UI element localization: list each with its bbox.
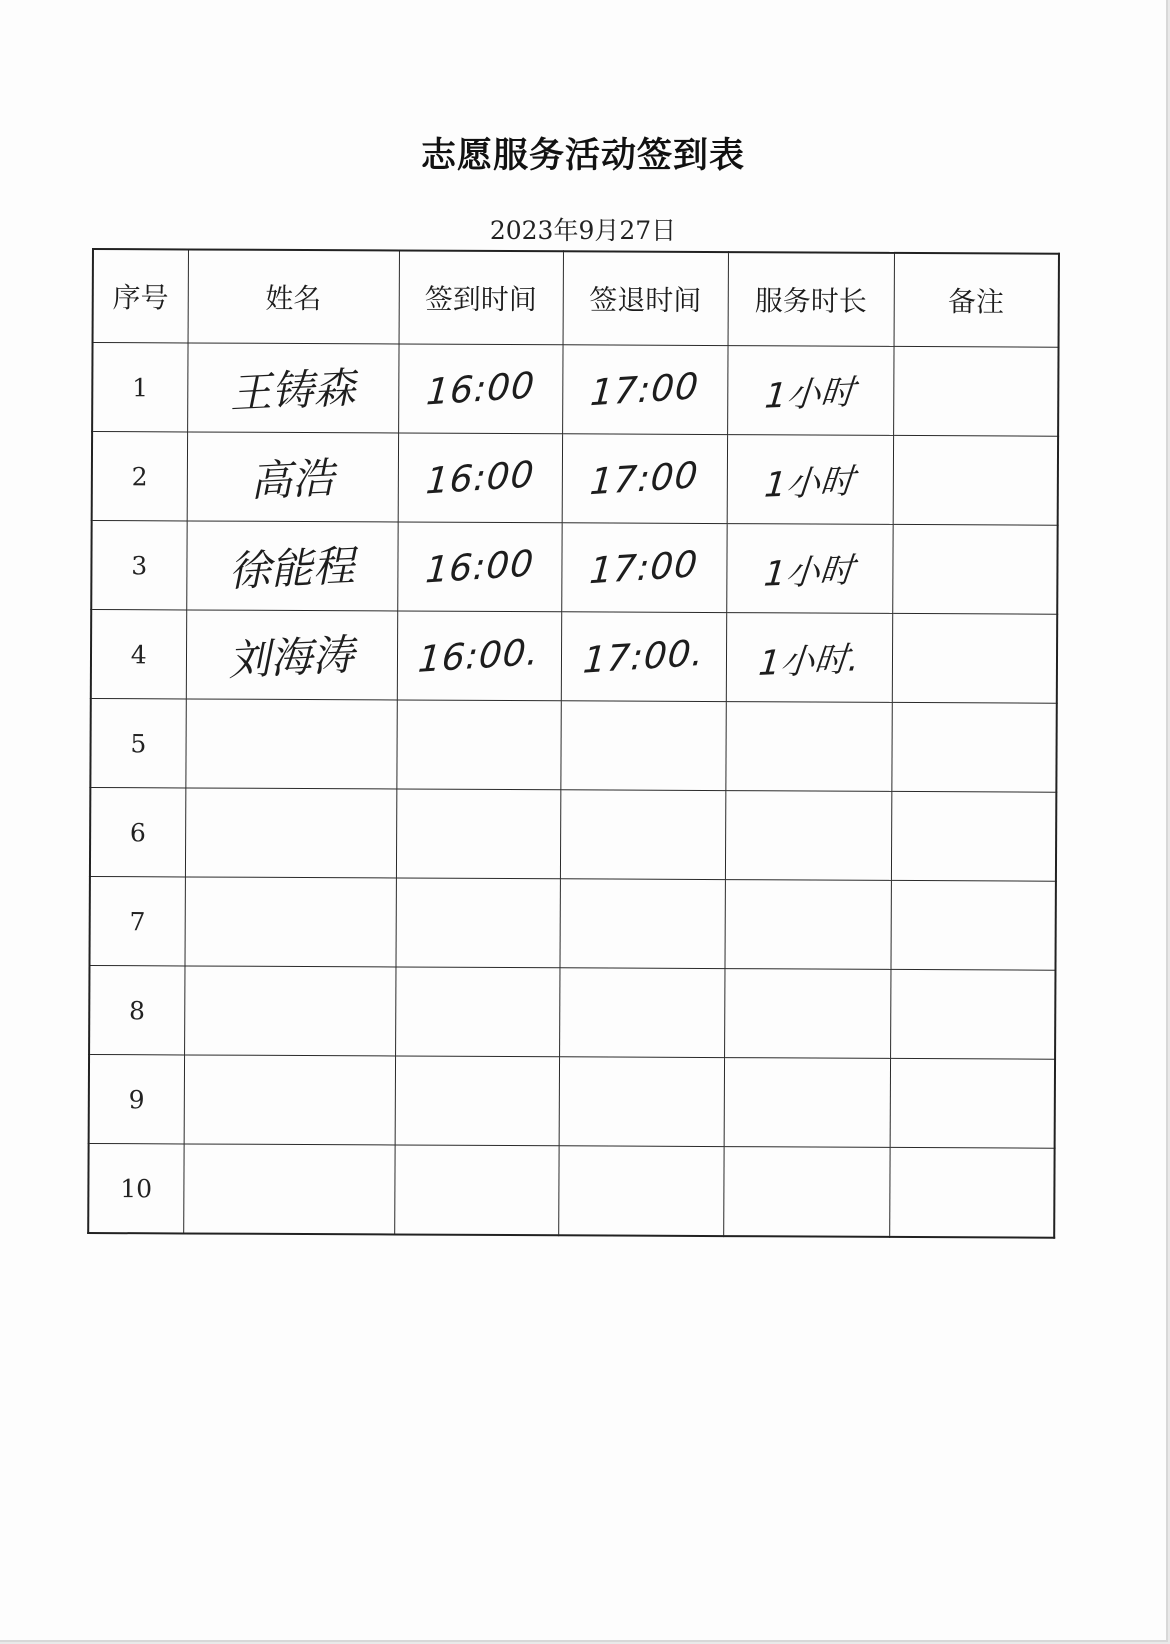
cell-name <box>184 1055 395 1145</box>
cell-sign-in <box>395 878 559 968</box>
cell-index: 10 <box>88 1143 183 1233</box>
cell-sign-in <box>398 344 562 434</box>
cell-name <box>185 699 396 789</box>
cell-sign-in <box>395 967 559 1057</box>
handwritten-duration: 1小时 <box>763 371 857 417</box>
cell-name <box>186 610 397 700</box>
table-row <box>91 521 1057 615</box>
handwritten-sign-out: 17:00. <box>581 632 706 682</box>
table-row <box>91 610 1057 704</box>
cell-remark <box>891 791 1056 881</box>
cell-duration <box>726 613 892 703</box>
cell-sign-in <box>396 789 560 879</box>
cell-index: 9 <box>89 1054 184 1143</box>
cell-remark <box>890 969 1055 1059</box>
cell-sign-out <box>562 345 727 435</box>
cell-duration <box>725 791 891 881</box>
header-remark: 备注 <box>894 253 1059 347</box>
cell-name <box>187 343 398 433</box>
handwritten-name: 高浩 <box>249 453 336 506</box>
cell-index: 3 <box>91 521 186 610</box>
handwritten-sign-out: 17:00 <box>588 543 700 592</box>
cell-index: 6 <box>90 787 185 876</box>
cell-index: 4 <box>91 610 186 699</box>
document-title: 志愿服务活动签到表 <box>420 136 745 176</box>
cell-duration <box>727 346 893 436</box>
cell-duration <box>726 524 892 614</box>
cell-remark <box>890 1058 1055 1148</box>
cell-duration <box>724 880 890 970</box>
table-header-row <box>93 249 1059 347</box>
cell-duration <box>724 1058 890 1148</box>
cell-sign-out <box>561 523 726 613</box>
cell-sign-out <box>559 968 724 1058</box>
table-row <box>89 965 1055 1059</box>
cell-sign-in <box>398 433 562 523</box>
cell-index: 5 <box>90 698 185 787</box>
table-row <box>88 1143 1054 1237</box>
cell-name <box>187 432 398 522</box>
cell-duration <box>727 435 893 525</box>
document-date: 2023年9月27日 <box>489 216 677 245</box>
handwritten-name: 王铸森 <box>228 363 358 418</box>
cell-remark <box>891 702 1056 792</box>
cell-sign-out <box>561 612 726 702</box>
cell-index: 8 <box>89 965 184 1054</box>
handwritten-sign-out: 17:00 <box>588 454 701 503</box>
table-row <box>90 787 1056 881</box>
cell-sign-in <box>396 700 560 790</box>
cell-name <box>184 966 395 1056</box>
table-row <box>90 698 1056 792</box>
header-service-duration: 服务时长 <box>728 252 894 346</box>
cell-index: 2 <box>92 432 187 521</box>
cell-name <box>185 788 396 878</box>
cell-sign-in <box>395 1056 559 1146</box>
sign-in-table <box>87 248 1060 1239</box>
cell-index: 1 <box>92 343 187 432</box>
cell-remark <box>892 524 1057 614</box>
handwritten-duration: 1小时 <box>762 460 857 506</box>
cell-name <box>183 1144 394 1235</box>
header-sign-in-time: 签到时间 <box>399 251 563 345</box>
cell-remark <box>889 1147 1054 1237</box>
handwritten-name: 刘海涛 <box>227 630 356 685</box>
cell-name <box>186 521 397 611</box>
handwritten-sign-out: 17:00 <box>589 365 701 414</box>
cell-sign-in <box>394 1145 558 1235</box>
table-row <box>92 432 1058 526</box>
handwritten-sign-in: 16:00. <box>416 631 542 681</box>
cell-index: 7 <box>89 876 184 965</box>
cell-sign-out <box>560 701 725 791</box>
handwritten-sign-in: 16:00 <box>424 364 537 414</box>
handwritten-name: 徐能程 <box>227 541 357 596</box>
header-name: 姓名 <box>188 249 399 344</box>
cell-sign-out <box>559 879 724 969</box>
cell-duration <box>724 969 890 1059</box>
handwritten-duration: 1小时. <box>756 638 861 684</box>
cell-sign-in <box>397 522 561 612</box>
cell-duration <box>723 1147 889 1237</box>
cell-sign-out <box>558 1146 723 1236</box>
cell-remark <box>890 880 1055 970</box>
handwritten-sign-in: 16:00 <box>424 453 536 503</box>
cell-remark <box>893 435 1058 525</box>
header-sign-out-time: 签退时间 <box>563 251 728 345</box>
header-index: 序号 <box>93 249 188 343</box>
cell-remark <box>893 346 1058 436</box>
table-row <box>89 1054 1055 1148</box>
cell-sign-out <box>559 1057 724 1147</box>
cell-sign-out <box>560 790 725 880</box>
cell-sign-in <box>397 611 561 701</box>
table-row <box>89 876 1055 970</box>
table-row <box>92 343 1058 437</box>
handwritten-sign-in: 16:00 <box>423 542 536 592</box>
cell-name <box>184 877 395 967</box>
handwritten-duration: 1小时 <box>762 549 856 595</box>
cell-duration <box>725 702 891 792</box>
cell-sign-out <box>562 434 727 524</box>
cell-remark <box>892 613 1057 703</box>
